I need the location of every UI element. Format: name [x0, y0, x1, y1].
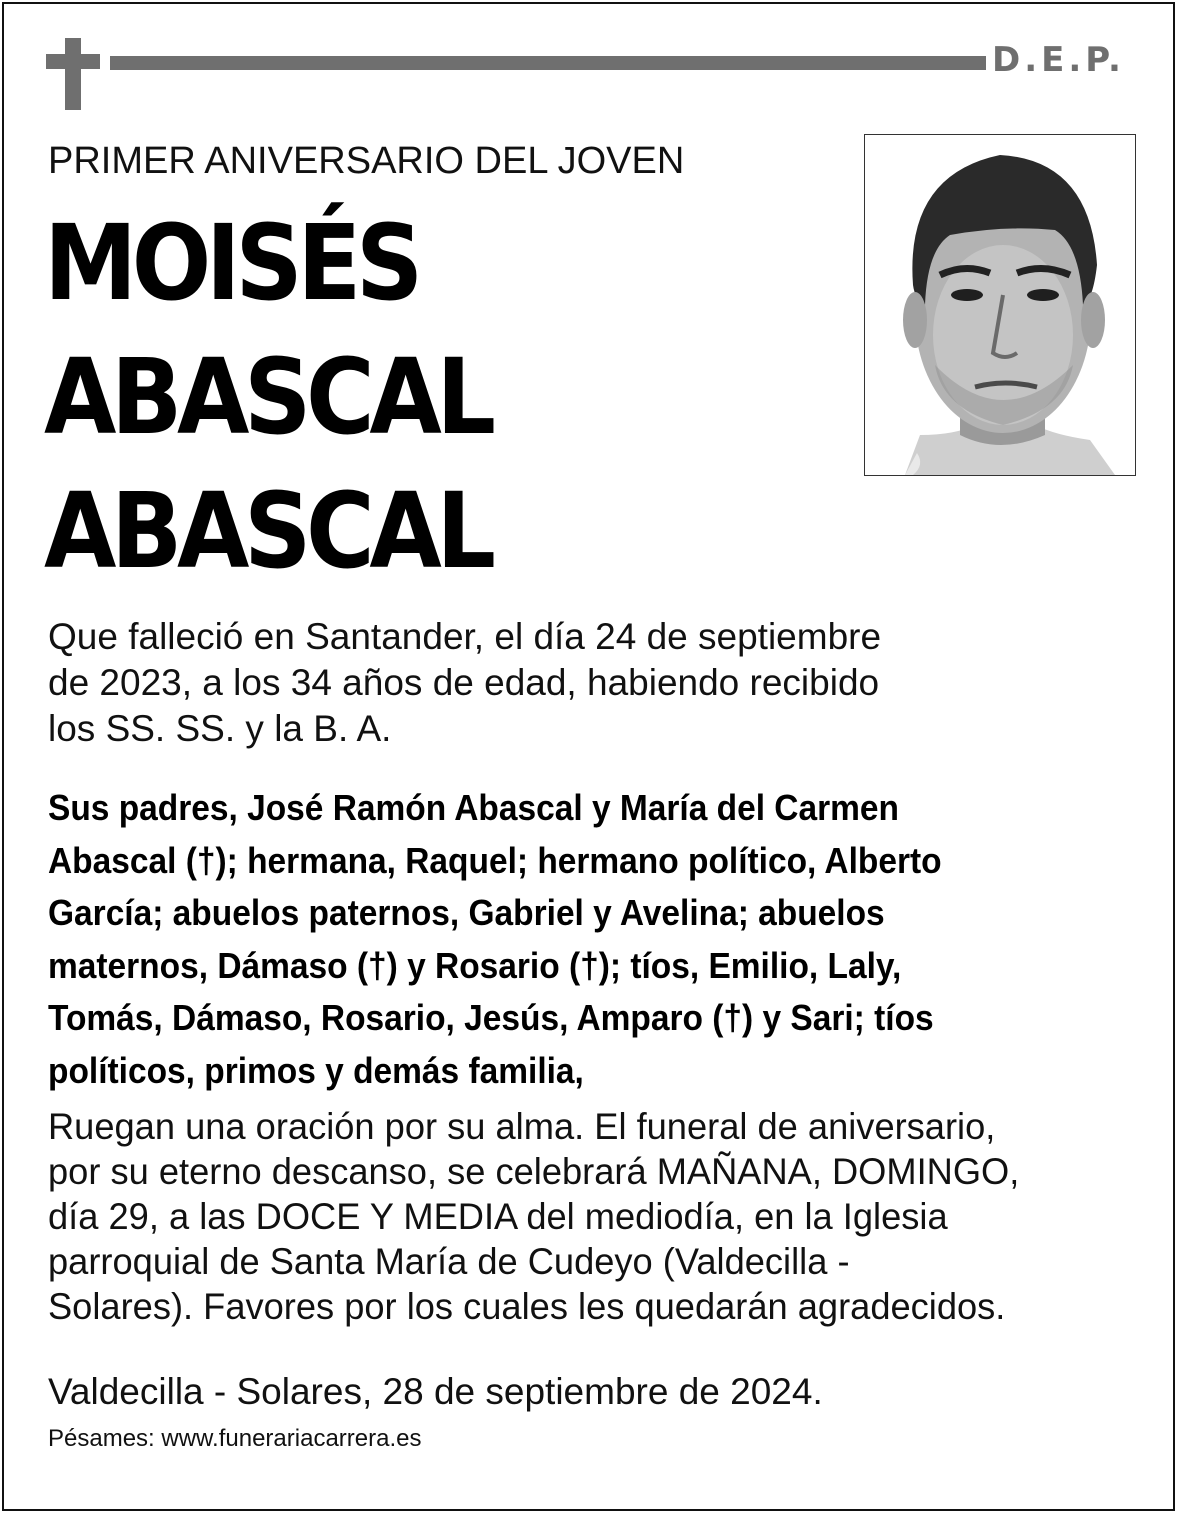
text-line: Abascal (†); hermana, Raquel; hermano político, Alberto [48, 839, 942, 881]
rip-label: D.E.P. [992, 40, 1125, 80]
anniversary-heading: PRIMER ANIVERSARIO DEL JOVEN [48, 140, 685, 182]
name-line: MOISÉS [44, 202, 418, 324]
condolences-link[interactable]: Pésames: www.funerariacarrera.es [48, 1425, 422, 1452]
family-list [48, 782, 1138, 1097]
cross-icon [46, 38, 100, 110]
text-line: Solares). Favores por los cuales les quedarán agradecidos. [48, 1286, 1006, 1327]
text-line: políticos, primos y demás familia, [48, 1049, 584, 1091]
text-line: García; abuelos paternos, Gabriel y Avelina; abuelos [48, 892, 885, 933]
text-line: de 2023, a los 34 años de edad, habiendo recibido [48, 662, 880, 703]
text-line: los SS. SS. y la B. A. [48, 708, 392, 749]
text-line: Tomás, Dámaso, Rosario, Jesús, Amparo (†) y Sari; tíos [48, 997, 934, 1038]
header-rule [110, 56, 986, 70]
portrait-photo [864, 134, 1136, 476]
name-line: ABASCAL [44, 470, 491, 592]
text-line: día 29, a las DOCE Y MEDIA del mediodía, en la Iglesia [48, 1196, 948, 1237]
text-line: maternos, Dámaso (†) y Rosario (†); tíos, Emilio, Laly, [48, 944, 902, 986]
text-line: Sus padres, José Ramón Abascal y María del Carmen [48, 787, 899, 828]
text-line: Que falleció en Santander, el día 24 de septiembre [48, 616, 882, 657]
place-and-date: Valdecilla - Solares, 28 de septiembre de 2024. [48, 1371, 823, 1412]
text-line: parroquial de Santa María de Cudeyo (Valdecilla - [48, 1241, 850, 1282]
text-line: por su eterno descanso, se celebrará MAÑANA, DOMINGO, [48, 1151, 1020, 1192]
text-line: Ruegan una oración por su alma. El funeral de aniversario, [48, 1106, 996, 1147]
name-line: ABASCAL [44, 336, 491, 458]
funeral-announcement [48, 1104, 1138, 1329]
death-details [48, 614, 1138, 752]
deceased-name [44, 196, 844, 598]
